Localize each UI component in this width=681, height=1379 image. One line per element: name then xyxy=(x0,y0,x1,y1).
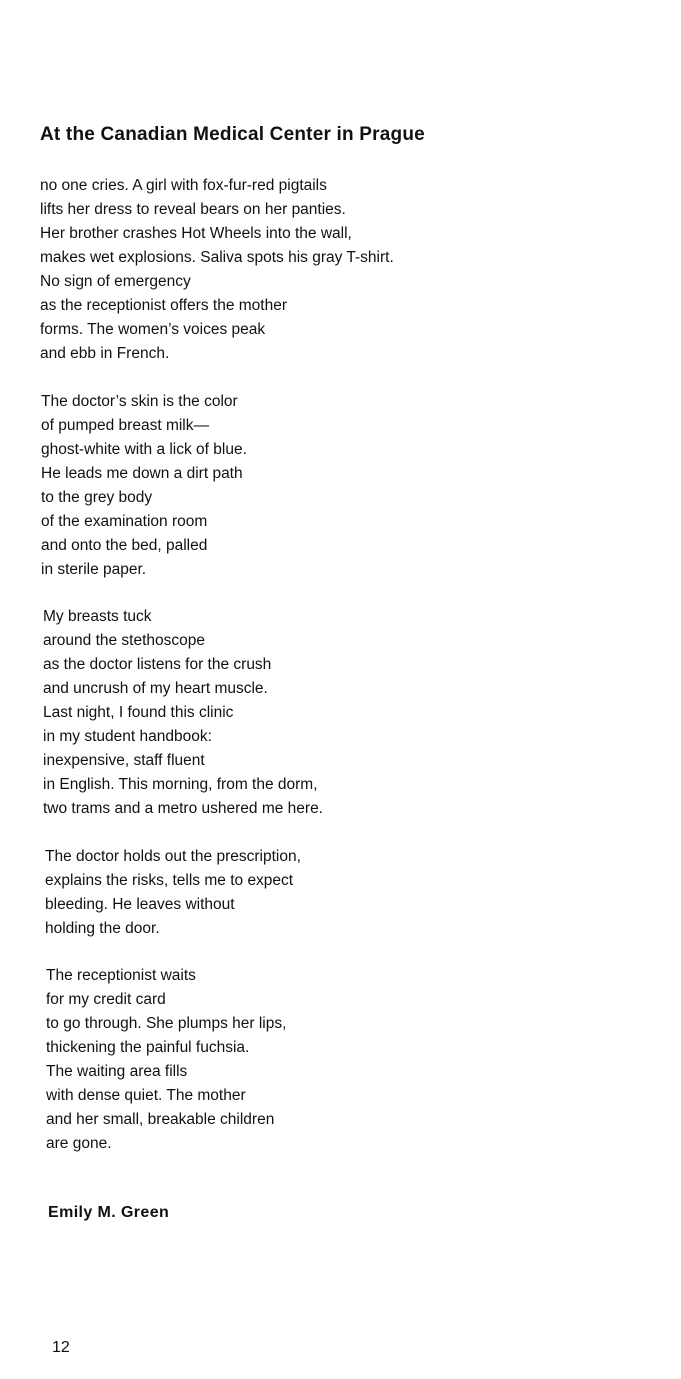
stanza-1 xyxy=(40,174,394,366)
poem-line: and ebb in French. xyxy=(40,345,170,362)
poem-line: as the doctor listens for the crush xyxy=(43,656,272,673)
poem-line: makes wet explosions. Saliva spots his gray T-shirt. xyxy=(40,249,394,266)
poem-line: in English. This morning, from the dorm, xyxy=(43,776,318,793)
poem-line: are gone. xyxy=(46,1135,112,1152)
poem-line: My breasts tuck xyxy=(43,608,152,625)
poem-line: of pumped breast milk— xyxy=(41,417,209,434)
poem-line: The waiting area fills xyxy=(46,1063,188,1080)
page-number: 12 xyxy=(52,1339,70,1356)
poem-line: and onto the bed, palled xyxy=(41,537,208,554)
poem-line: lifts her dress to reveal bears on her panties. xyxy=(40,201,346,218)
poem-line: to the grey body xyxy=(41,489,153,506)
poem-line: for my credit card xyxy=(46,991,166,1008)
stanza-5 xyxy=(46,964,286,1156)
stanza-3 xyxy=(43,605,323,821)
poem-line: to go through. She plumps her lips, xyxy=(46,1015,287,1032)
poem-line: in my student handbook: xyxy=(43,728,212,745)
poem-line: with dense quiet. The mother xyxy=(46,1087,246,1104)
poem-line: no one cries. A girl with fox-fur-red pigtails xyxy=(40,177,327,194)
poem-line: explains the risks, tells me to expect xyxy=(45,872,294,889)
stanza-4 xyxy=(45,845,301,941)
poem-line: in sterile paper. xyxy=(41,561,147,578)
poem-line: bleeding. He leaves without xyxy=(45,896,235,913)
poem-line: holding the door. xyxy=(45,920,160,937)
poem-line: No sign of emergency xyxy=(40,273,191,290)
poem-line: The receptionist waits xyxy=(46,967,196,984)
poem-line: forms. The women’s voices peak xyxy=(40,321,266,338)
poem-line: ghost-white with a lick of blue. xyxy=(41,441,247,458)
poem-line: and uncrush of my heart muscle. xyxy=(43,680,268,697)
poem-line: The doctor’s skin is the color xyxy=(41,393,238,410)
poem-line: The doctor holds out the prescription, xyxy=(45,848,301,865)
poem-line: inexpensive, staff fluent xyxy=(43,752,205,769)
poem-title: At the Canadian Medical Center in Prague xyxy=(40,124,425,145)
poem-line: He leads me down a dirt path xyxy=(41,465,243,482)
poem-line: Last night, I found this clinic xyxy=(43,704,234,721)
poem-line: around the stethoscope xyxy=(43,632,206,649)
author-name: Emily M. Green xyxy=(48,1204,170,1221)
poem-line: Her brother crashes Hot Wheels into the wall, xyxy=(40,225,352,242)
poem-line: thickening the painful fuchsia. xyxy=(46,1039,250,1056)
stanza-2 xyxy=(41,390,247,582)
poem-line: as the receptionist offers the mother xyxy=(40,297,287,314)
poem-line: and her small, breakable children xyxy=(46,1111,275,1128)
poem-line: of the examination room xyxy=(41,513,208,530)
poem-line: two trams and a metro ushered me here. xyxy=(43,800,323,817)
